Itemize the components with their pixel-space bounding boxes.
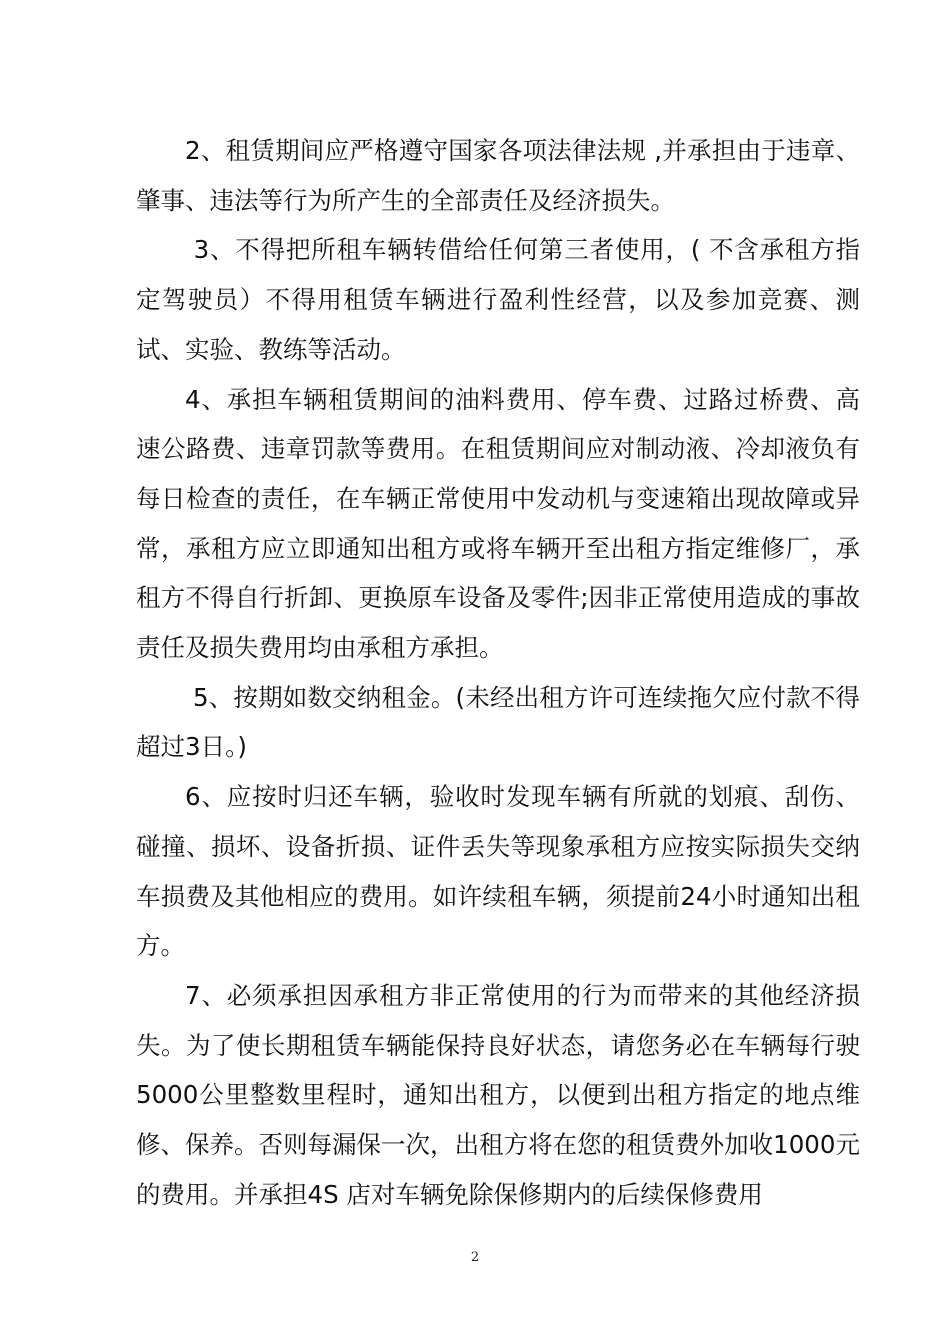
clause-7-paragraph: 7、必须承担因承租方非正常使用的行为而带来的其他经济损失。为了使长期租赁车辆能保持良好状态，请您务必在车辆每行驶5000公里整数里程时，通知出租方，以便到出租方指定的地点维修、保养。否则每漏保一次，出租方将在您的租赁费外加收1000元的费用。并承担4S 店对车辆免除保修期内的后续保修费用: [136, 980, 860, 1209]
clause-6-paragraph: 6、应按时归还车辆，验收时发现车辆有所就的划痕、刮伤、碰撞、损坏、设备折损、证件丢失等现象承租方应按实际损失交纳车损费及其他相应的费用。如许续租车辆，须提前24小时通知出租方。: [136, 782, 860, 961]
clause-4-paragraph: 4、承担车辆租赁期间的油料费用、停车费、过路过桥费、高速公路费、违章罚款等费用。在租赁期间应对制动液、冷却液负有每日检查的责任，在车辆正常使用中发动机与变速箱出现故障或异常，承租方应立即通知出租方或将车辆开至出租方指定维修厂，承租方不得自行折卸、更换原车设备及零件;因非正常使用造成的事故责任及损失费用均由承租方承担。: [136, 384, 860, 663]
clause-3-paragraph: 3、不得把所租车辆转借给任何第三者使用，( 不含承租方指定驾驶员）不得用租赁车辆进行盈利性经营，以及参加竞赛、测试、实验、教练等活动。: [136, 235, 860, 364]
document-body: [136, 126, 860, 1219]
page-number: 2: [470, 1250, 480, 1265]
clause-5-paragraph: 5、按期如数交纳租金。(未经出租方许可连续拖欠应付款不得超过3日。): [136, 682, 860, 762]
clause-2-paragraph: 2、租赁期间应严格遵守国家各项法律法规 ,并承担由于违章、肇事、违法等行为所产生的全部责任及经济损失。: [136, 136, 860, 215]
